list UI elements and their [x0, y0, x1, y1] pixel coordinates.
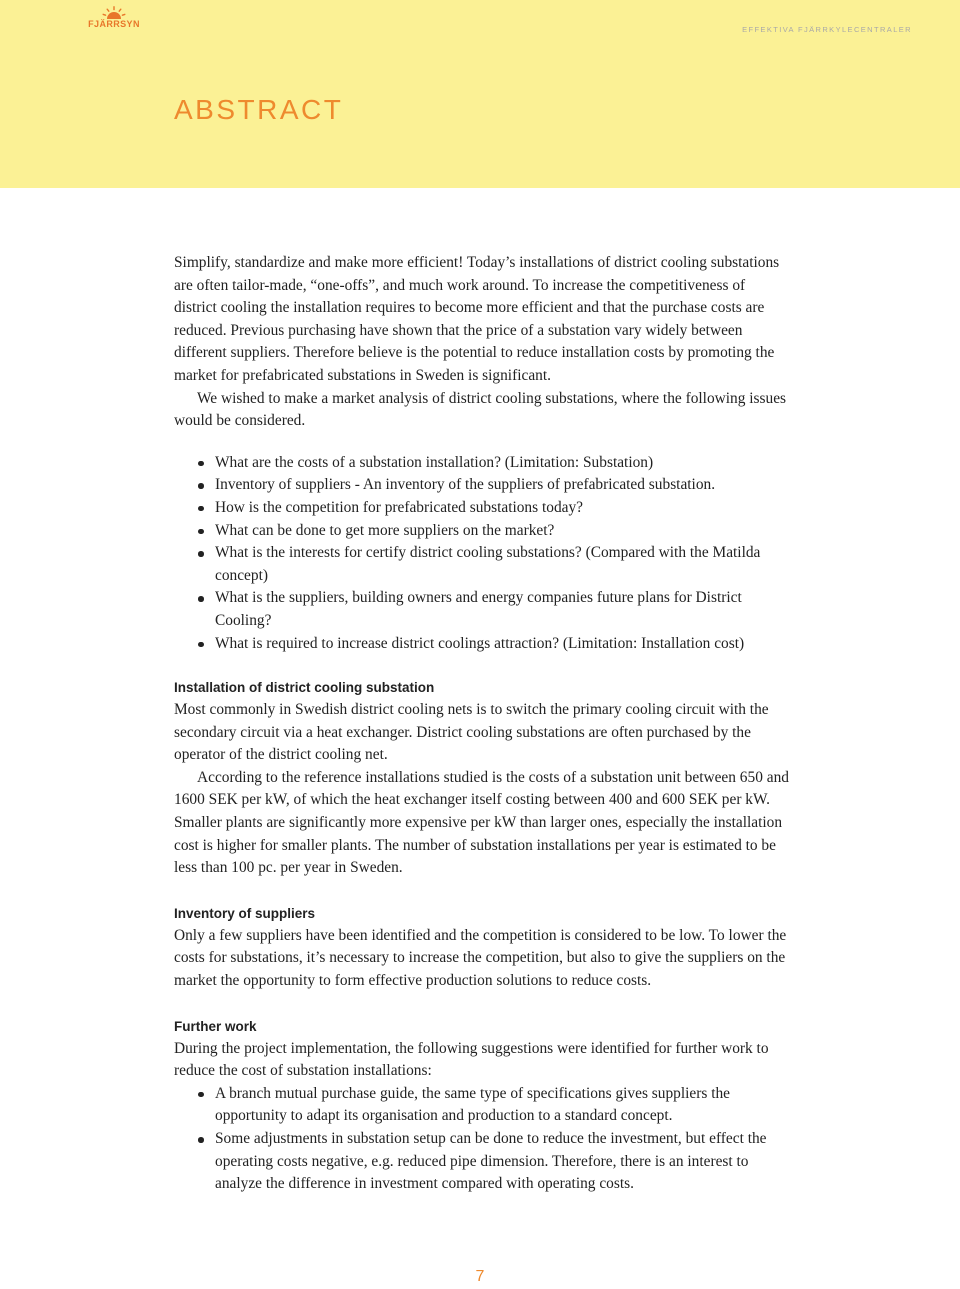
sun-icon: [102, 6, 126, 20]
section-heading-inventory: Inventory of suppliers: [174, 905, 316, 921]
bullet-icon: [198, 483, 204, 489]
list-item: A branch mutual purchase guide, the same type of specifications gives suppliers the opportunity to adapt its organisation and production to a standard concept.: [174, 1083, 790, 1128]
bullet-icon: [198, 506, 204, 512]
main-content: [174, 252, 790, 1196]
installation-paragraph-2: According to the reference installations studied is the costs of a substation unit between 650 and 1600 SEK per kW, of which the heat exchanger itself costing between 400 and 600 SEK per kW. Smaller plants are significantly more expensive per kW than larger ones, especially the installation cost is higher for smaller plants. The number of substation installations per year is estimated to be less than 100 pc. per year in Sweden.: [174, 768, 789, 877]
list-item: What is the suppliers, building owners and energy companies future plans for District Cooling?: [174, 587, 790, 632]
bullet-icon: [198, 596, 204, 602]
section-heading-installation: Installation of district cooling substation: [174, 680, 435, 696]
list-item: Some adjustments in substation setup can be done to reduce the investment, but effect the operating costs negative, e.g. reduced pipe dimension. Therefore, there is an interest to analyze the difference in investment compared with operating costs.: [174, 1128, 790, 1196]
bullet-icon: [198, 551, 204, 557]
bullet-icon: [198, 642, 204, 648]
bullet-icon: [198, 1092, 204, 1098]
installation-paragraph: Most commonly in Swedish district cooling nets is to switch the primary cooling circuit with the secondary circuit via a heat exchanger. District cooling substations are often purchased by the operator of the district cooling net.: [174, 701, 769, 764]
bullet-icon: [198, 461, 204, 467]
list-item: What are the costs of a substation installation? (Limitation: Substation): [174, 452, 790, 475]
intro-paragraph-2: We wished to make a market analysis of district cooling substations, where the following issues would be considered.: [174, 389, 787, 430]
bullet-icon: [198, 529, 204, 535]
further-work-list: [174, 1083, 790, 1196]
list-item: What can be done to get more suppliers on the market?: [174, 520, 790, 543]
list-item: How is the competition for prefabricated substations today?: [174, 497, 790, 520]
list-item: What is required to increase district coolings attraction? (Limitation: Installation cost): [174, 633, 790, 656]
header-banner: [0, 0, 960, 188]
fjarrsyn-logo: [88, 6, 140, 32]
logo-text: FJÄRRSYN: [88, 19, 140, 29]
further-work-paragraph: During the project implementation, the following suggestions were identified for further work to reduce the cost of substation installations:: [174, 1039, 769, 1080]
page-number: 7: [475, 1268, 485, 1285]
list-item: Inventory of suppliers - An inventory of the suppliers of prefabricated substation.: [174, 474, 790, 497]
inventory-paragraph: Only a few suppliers have been identified and the competition is considered to be low. To lower the costs for substations, it’s necessary to increase the competition, but also to give the suppliers on the market the opportunity to form effective production solutions to reduce costs.: [174, 926, 787, 990]
bullet-icon: [198, 1137, 204, 1143]
running-head: EFFEKTIVA FJÄRRKYLECENTRALER: [742, 25, 912, 34]
list-item: What is the interests for certify district cooling substations? (Compared with the Matilda concept): [174, 542, 790, 587]
issues-list: [174, 452, 790, 655]
page-title: ABSTRACT: [174, 94, 344, 125]
intro-paragraph: Simplify, standardize and make more efficient! Today’s installations of district cooling substations are often tailor-made, “one-offs”, and much work around. To increase the competitiveness of district cooling the installation requires to become more efficient and that the purchase costs are reduced. Previous purchasing have shown that the price of a substation vary widely between different suppliers. Therefore believe is the potential to reduce installation costs by promoting the market for prefabricated substations in Sweden is significant.: [174, 254, 780, 384]
section-heading-further-work: Further work: [174, 1018, 257, 1034]
